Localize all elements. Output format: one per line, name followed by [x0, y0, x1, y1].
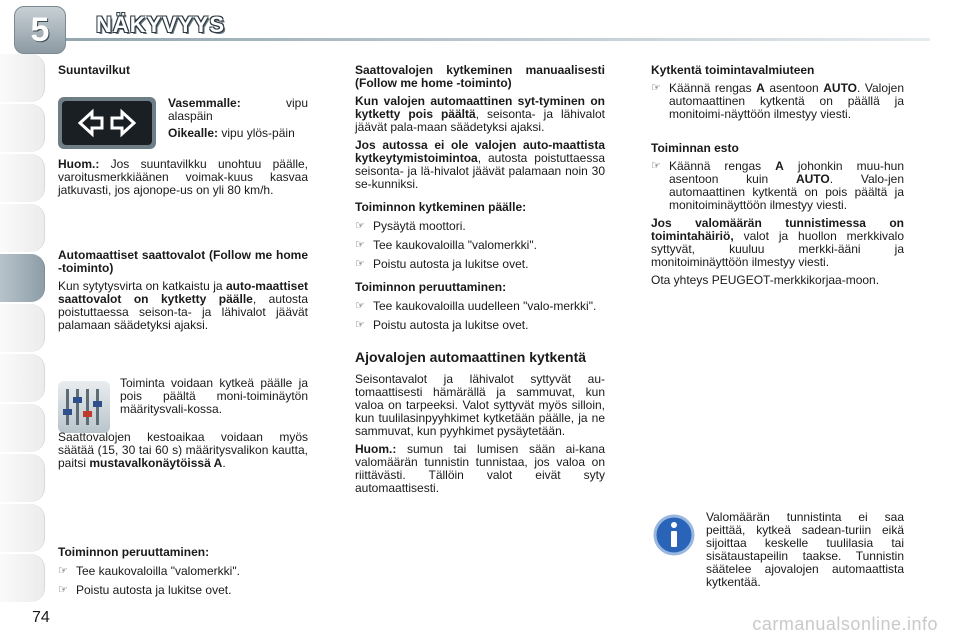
page-header: [0, 0, 960, 49]
note-text: Jos suuntavilkku unohtuu päälle, varoitusmerkkiäänen voimak-kuus kasvaa jatkuvasti, jos ajonope-us on yli 80 km/h.: [58, 157, 308, 197]
chapter-tab[interactable]: [0, 404, 45, 452]
info-icon: [651, 512, 697, 558]
multifunction-display-image: [58, 381, 110, 433]
list-item-text: Käännä rengas: [669, 81, 757, 95]
auto-follow-me-home: [58, 249, 308, 332]
list-item: [355, 220, 605, 233]
bullet-icon: ☞: [651, 160, 661, 172]
section-heading: Suuntavilkut: [58, 63, 131, 77]
note-text: sumun tai lumisen sään ai-kana valomäärän tunnistin tunnistaa, jos valoa on riittävästi. Tällöin valot eivät syty automaattisesti.: [355, 442, 605, 495]
section-heading: Toiminnon kytkeminen päälle:: [355, 200, 527, 214]
list-item-text: Tee kaukovaloilla "valomerkki".: [76, 564, 240, 578]
list-item: [58, 565, 308, 578]
left-label: Vasemmalle:: [168, 96, 241, 110]
list-item-text: Tee kaukovaloilla "valomerkki".: [373, 238, 537, 252]
bullet-icon: ☞: [355, 319, 365, 331]
column-3: [651, 64, 904, 287]
page-number: 74: [32, 609, 50, 626]
column-2: [355, 64, 605, 495]
duration-info: [58, 431, 308, 470]
chapter-tab[interactable]: [0, 554, 45, 602]
list-item-text: Käännä rengas: [669, 159, 776, 173]
paragraph-bold: Kun valojen automaattinen syt-tyminen on kytketty pois päältä: [355, 94, 605, 121]
auto-label: AUTO: [823, 81, 858, 95]
list-item-text: . Valo-jen automaattinen kytkentä on pois päältä ja monitoiminäyttöön ilmestyy viesti.: [669, 172, 905, 212]
paragraph-text: , autosta poistuttaessa seisonta- ja lä-hivalot jäävät palamaan noin 30 se-kunniksi.: [355, 151, 605, 191]
chapter-tab[interactable]: [0, 54, 45, 102]
list-item: [651, 82, 904, 121]
paragraph-text: valot ja huollon merkkivalo syttyvät, kuuluu merkki-ääni ja monitoiminäyttöön ilmestyy viesti.: [651, 229, 904, 269]
bullet-icon: ☞: [355, 239, 365, 251]
chapter-tab[interactable]: [0, 454, 45, 502]
info-note: [706, 511, 904, 589]
page-title: NÄKYVYYS: [96, 12, 226, 37]
paragraph-text: Saattovalojen kestoaikaa voidaan myös säätää (15, 30 tai 60 s) määritysvalikon kautta, paitsi: [58, 430, 308, 470]
paragraph-bold: Jos autossa ei ole valojen auto-maattista kytkeytymistoimintoa: [355, 138, 605, 165]
left-text: vipu alaspäin: [168, 96, 308, 123]
turn-signal-note: [58, 158, 308, 197]
paragraph-text: , autosta poistuttaessa seison-ta- ja lähivalot jäävät palamaan säädetyksi ajaksi.: [58, 292, 309, 332]
chapter-tabs: [0, 40, 46, 600]
section-heading: Toiminnan esto: [651, 141, 739, 155]
note-label: Huom.:: [355, 442, 397, 456]
paragraph-text: Ota yhteys PEUGEOT-merkkikorjaa-moon.: [651, 273, 880, 287]
info-text: Valomäärän tunnistinta ei saa peittää, kytkeä sadean-turiin eikä sijoittaa keskelle tuulilasia tai sisätaustapeilin taakse. Tunnistin säätelee ajovalojen automaattista kytkentää.: [706, 510, 904, 589]
list-item-text: . Valojen automaattinen kytkentä on päällä ja monitoimi-näyttöön ilmestyy viesti.: [669, 81, 905, 121]
list-item-text: johonkin muu-hun asentoon kuin: [669, 159, 905, 186]
paragraph-text: .: [222, 456, 226, 470]
list-item-text: Poistu autosta ja lukitse ovet.: [373, 257, 529, 271]
list-item-text: asentoon: [764, 81, 824, 95]
list-item-text: Pysäytä moottori.: [373, 219, 466, 233]
paragraph-text: , seisonta- ja lähivalot jäävät pala-maan säädetyksi ajaksi.: [355, 107, 605, 134]
bullet-icon: ☞: [355, 258, 365, 270]
paragraph-bold: Jos valomäärän tunnistimessa on toimintahäiriö,: [651, 216, 904, 243]
bullet-icon: ☞: [355, 300, 365, 312]
list-item: [58, 584, 308, 597]
chapter-tab[interactable]: [0, 304, 45, 352]
auto-label: AUTO: [795, 172, 830, 186]
bullet-icon: ☞: [651, 82, 661, 94]
list-item-text: Poistu autosta ja lukitse ovet.: [373, 318, 529, 332]
toggle-info: [120, 377, 308, 416]
section-heading: Toiminnon peruuttaminen:: [355, 280, 507, 294]
chapter-tab[interactable]: [0, 104, 45, 152]
header-rule: [30, 38, 930, 41]
chapter-tab-active[interactable]: [0, 254, 45, 302]
list-item: [355, 319, 605, 332]
chapter-tab[interactable]: [0, 154, 45, 202]
paragraph-text: Seisontavalot ja lähivalot syttyvät au-tomaattisesti hämärällä ja sammuvat, kun valoa on tarpeeksi. Valot syttyvät myös silloin, kun tuulilasinpyyhkimet kytketään päälle, ja ne sammuvat, kun pyyhkimet pysäytetään.: [355, 372, 605, 438]
list-item: [355, 239, 605, 252]
section-heading: Saattovalojen kytkeminen manuaalisesti (Follow me home -toiminto): [355, 63, 605, 90]
turn-signal-arrows-icon: [58, 97, 156, 149]
list-item: [651, 160, 904, 212]
section-title: Ajovalojen automaattinen kytkentä: [355, 349, 587, 365]
list-item-text: Poistu autosta ja lukitse ovet.: [76, 583, 232, 597]
turn-signal-directions: [168, 97, 308, 140]
turn-signal-image: [58, 97, 156, 149]
bullet-icon: ☞: [355, 220, 365, 232]
note-label: Huom.:: [58, 157, 100, 171]
info-circle-icon: [651, 512, 697, 558]
watermark: carmanualsonline.info: [752, 614, 938, 634]
right-text: vipu ylös-päin: [218, 126, 295, 140]
settings-sliders-icon: [58, 381, 110, 433]
list-item: [355, 258, 605, 271]
section-heading: Kytkentä toimintavalmiuteen: [651, 63, 815, 77]
chapter-tab[interactable]: [0, 204, 45, 252]
paragraph-text: Kun sytytysvirta on katkaistu ja: [58, 279, 226, 293]
chapter-tab[interactable]: [0, 354, 45, 402]
column-1: [58, 64, 308, 77]
paragraph-bold: mustavalkonäytöissä A: [89, 456, 223, 470]
section-heading: Automaattiset saattovalot (Follow me home -toiminto): [58, 248, 308, 275]
chapter-number: 5: [14, 6, 66, 54]
paragraph-text: Toiminta voidaan kytkeä päälle ja pois päältä moni-toiminäytön määritysvali-kossa.: [120, 376, 308, 416]
list-item: [355, 300, 605, 313]
bullet-icon: ☞: [58, 584, 68, 596]
ring-label: A: [756, 81, 765, 95]
chapter-tab[interactable]: [0, 504, 45, 552]
bullet-icon: ☞: [58, 565, 68, 577]
paragraph-bold: auto-maattiset saattovalot on kytketty päälle: [58, 279, 308, 306]
cancel-section-1: [58, 546, 308, 597]
list-item-text: Tee kaukovaloilla uudelleen "valo-merkki".: [373, 299, 597, 313]
right-label: Oikealle:: [168, 126, 219, 140]
ring-label: A: [775, 159, 784, 173]
section-heading: Toiminnon peruuttaminen:: [58, 545, 210, 559]
